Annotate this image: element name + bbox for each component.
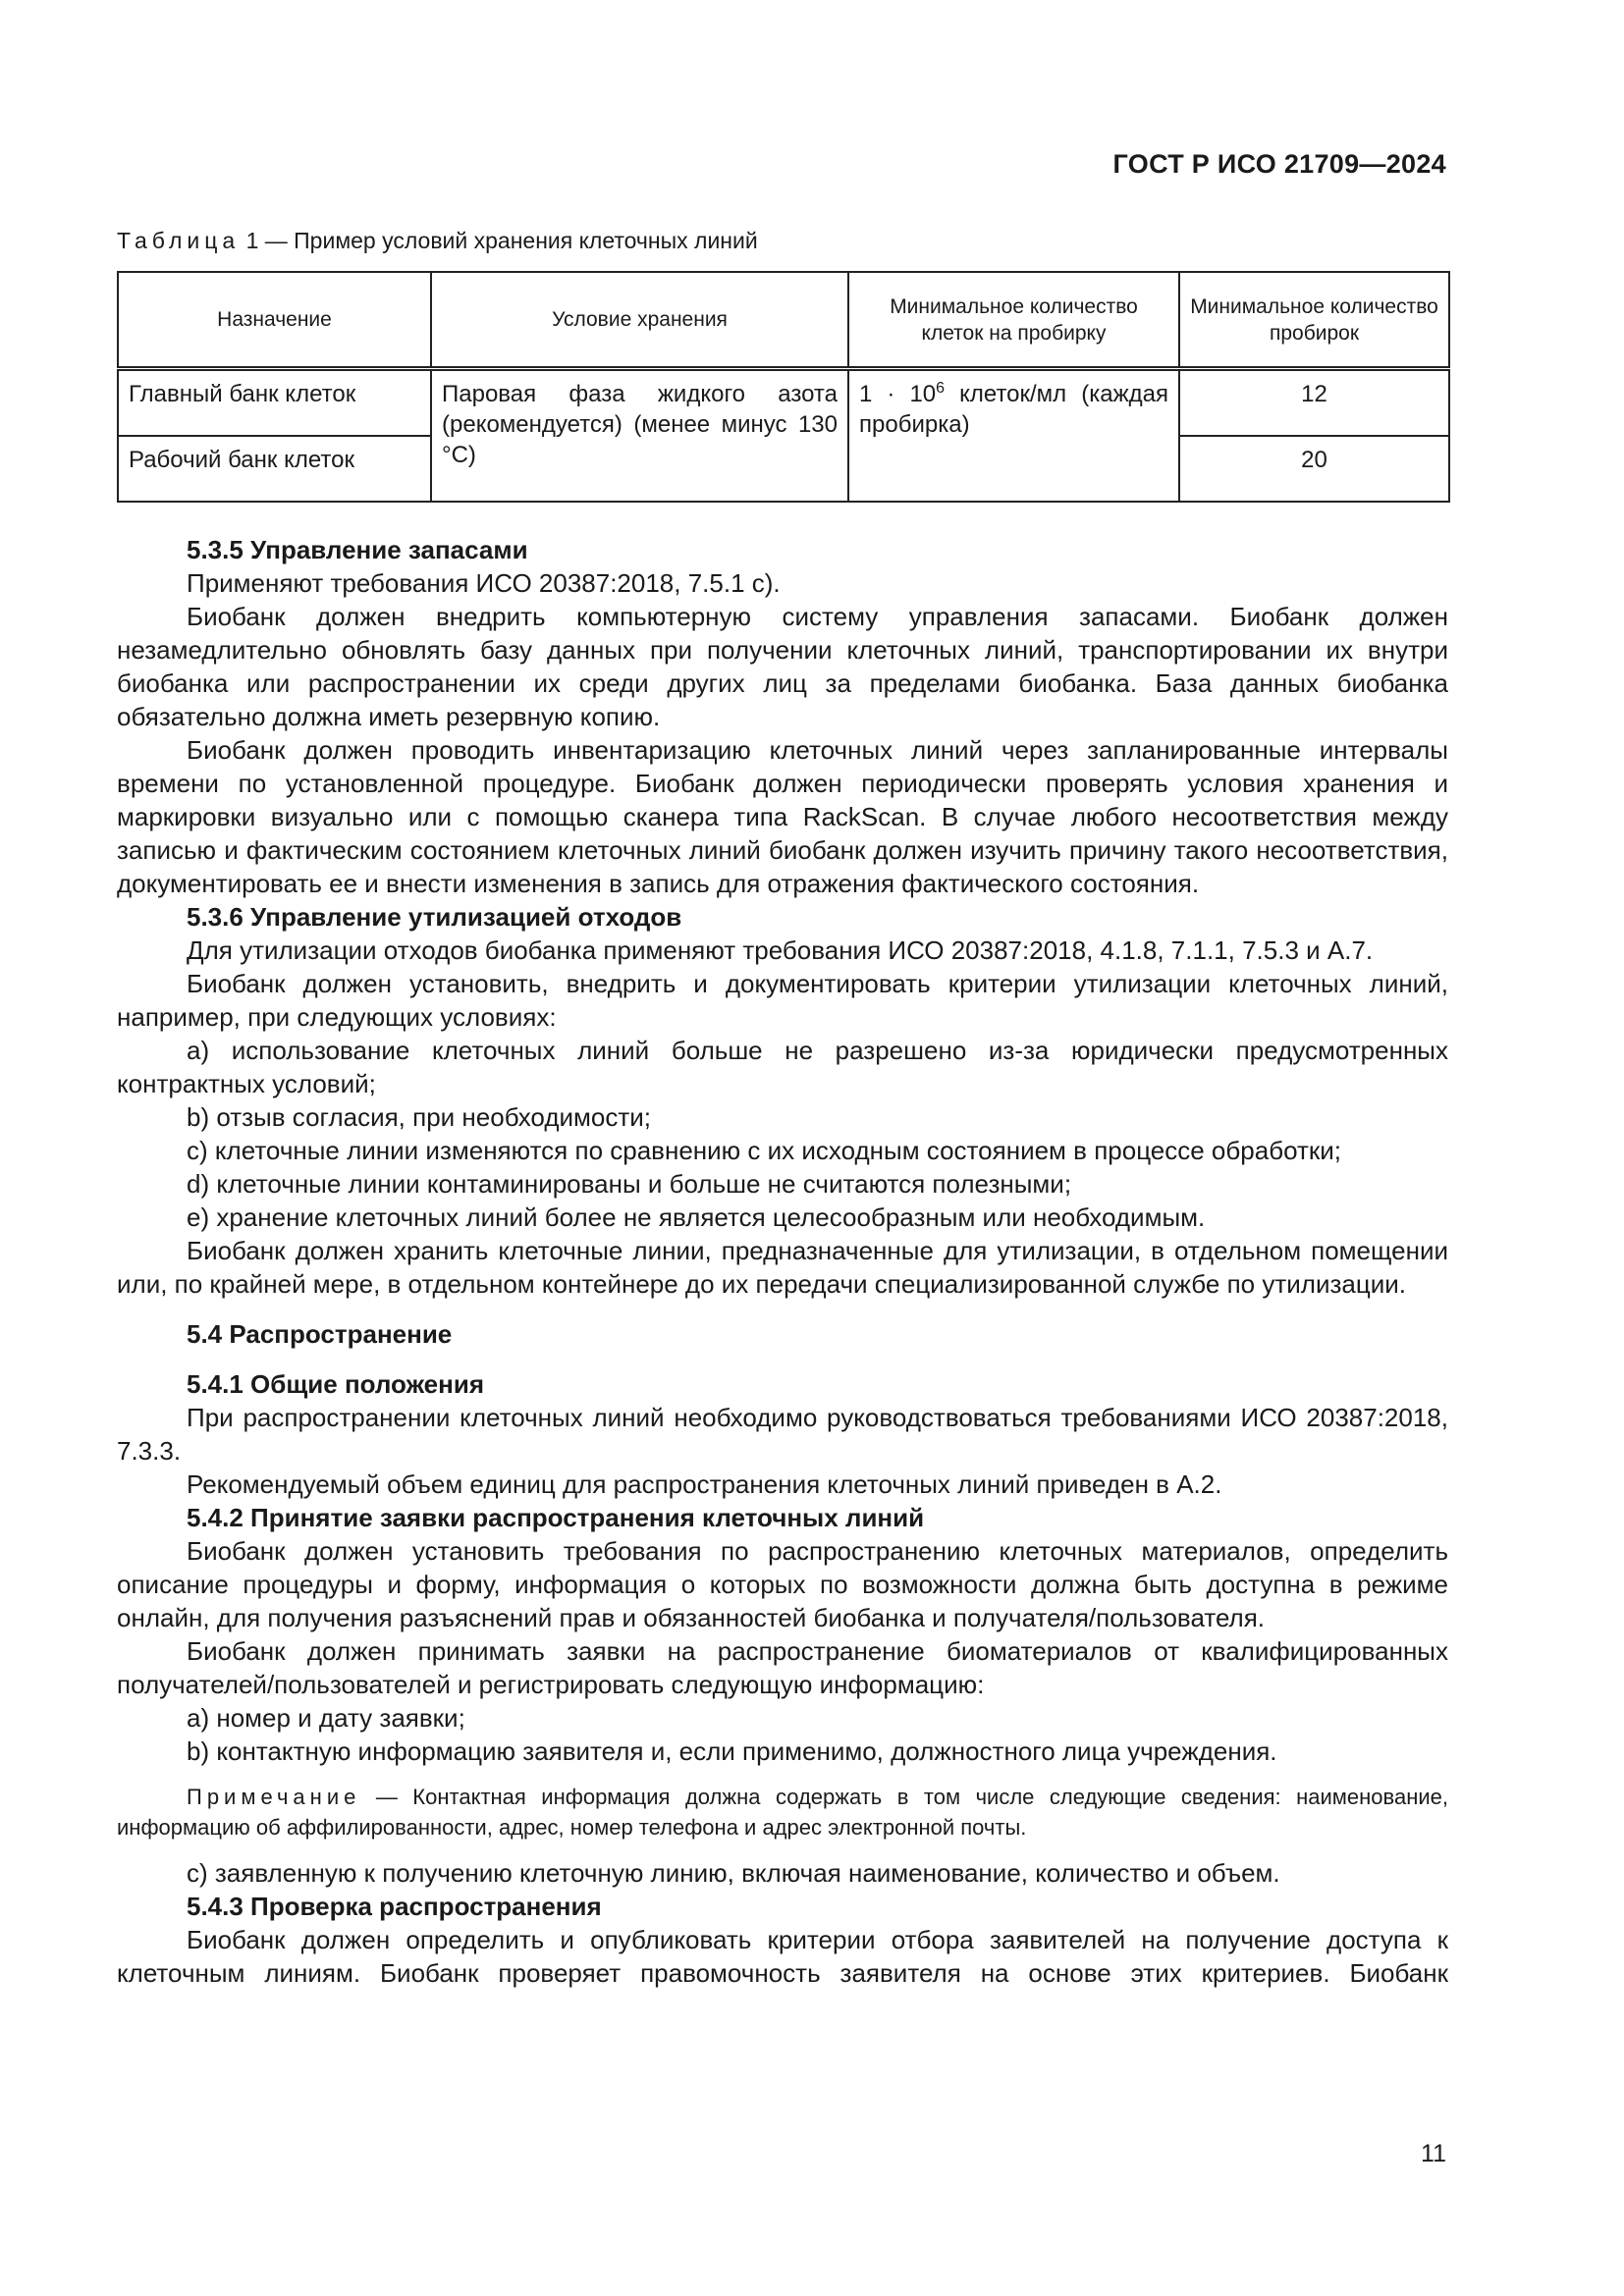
paragraph: Рекомендуемый объем единиц для распространения клеточных линий приведен в А.2. (187, 1469, 1222, 1499)
table-header-cell: Условие хранения (431, 272, 848, 369)
paragraph: При распространении клеточных линий необходимо руководствоваться требованиями ИСО 20387:2018, 7.3.3. (117, 1403, 1448, 1466)
table-cell-count: 20 (1179, 436, 1449, 502)
table-caption-text: 1 — Пример условий хранения клеточных линий (240, 228, 758, 253)
table-cell-purpose: Рабочий банк клеток (118, 436, 431, 502)
list-item: e) хранение клеточных линий более не является целесообразным или необходимым. (187, 1202, 1206, 1232)
table-header-cell: Минимальное количество пробирок (1179, 272, 1449, 369)
document-header: ГОСТ Р ИСО 21709—2024 (1112, 149, 1446, 179)
table-cell-cells-per-tube (848, 369, 1179, 503)
section-heading-5-4: 5.4 Распространение (187, 1319, 453, 1349)
table-caption (117, 228, 758, 254)
cells-rest: клеток/мл (каждая пробирка) (859, 381, 1169, 438)
list-item: a) использование клеточных линий больше не разрешено из-за юридически предусмотренных контрактных условий; (117, 1036, 1448, 1098)
list-item: b) контактную информацию заявителя и, если применимо, должностного лица учреждения. (187, 1736, 1277, 1766)
table-header-cell: Назначение (118, 272, 431, 369)
note (117, 1782, 1448, 1842)
section-heading-5-4-3: 5.4.3 Проверка распространения (187, 1892, 602, 1921)
page-number: 11 (1421, 2140, 1446, 2167)
table-header-row (118, 272, 1449, 369)
table-row (118, 369, 1449, 437)
list-item: a) номер и дату заявки; (187, 1703, 465, 1733)
list-item: b) отзыв согласия, при необходимости; (187, 1102, 652, 1132)
cells-exponent: 6 (936, 380, 946, 397)
paragraph: Для утилизации отходов биобанка применяют требования ИСО 20387:2018, 4.1.8, 7.1.1, 7.5.3 и А.7. (187, 935, 1374, 965)
table-caption-label: Таблица (117, 228, 241, 253)
paragraph: Биобанк должен внедрить компьютерную систему управления запасами. Биобанк должен незамедлительно обновлять базу данных при получении клеточных линий, транспортировании их внутри биобанка или распространении их среди других лиц за пределами биобанка. База данных биобанка обязательно должна иметь резервную копию. (117, 602, 1448, 731)
table-cell-condition: Паровая фаза жидкого азота (рекомендуется) (менее минус 130 °С) (431, 369, 848, 503)
list-item: c) заявленную к получению клеточную линию, включая наименование, количество и объем. (187, 1858, 1280, 1888)
paragraph: Биобанк должен определить и опубликовать критерии отбора заявителей на получение доступа к клеточным линиям. Биобанк проверяет правомочность заявителя на основе этих критериев. Биобанк (117, 1925, 1448, 1988)
section-heading-5-4-2: 5.4.2 Принятие заявки распространения клеточных линий (187, 1503, 925, 1532)
paragraph: Биобанк должен установить требования по распространению клеточных материалов, определить описание процедуры и форму, информация о которых по возможности должна быть доступна в режиме онлайн, для получения разъяснений прав и обязанностей биобанка и получателя/пользователя. (117, 1536, 1448, 1632)
list-item: c) клеточные линии изменяются по сравнению с их исходным состоянием в процессе обработки; (187, 1136, 1342, 1165)
paragraph: Биобанк должен принимать заявки на распространение биоматериалов от квалифицированных получателей/пользователей и регистрировать следующую информацию: (117, 1636, 1448, 1699)
section-heading-5-3-5: 5.3.5 Управление запасами (187, 535, 528, 564)
table-cell-count: 12 (1179, 369, 1449, 437)
note-text: — Контактная информация должна содержать в том числе следующие сведения: наименование, информацию об аффилированности, адрес, номер телефона и адрес электронной почты. (117, 1785, 1448, 1840)
table-header-cell: Минимальное количество клеток на пробирку (848, 272, 1179, 369)
paragraph: Применяют требования ИСО 20387:2018, 7.5.1 с). (187, 568, 781, 598)
document-body (117, 533, 1448, 1990)
table-cell-purpose: Главный банк клеток (118, 369, 431, 437)
list-item: d) клеточные линии контаминированы и больше не считаются полезными; (187, 1169, 1072, 1199)
cells-base: 1 · 10 (859, 381, 937, 407)
section-heading-5-4-1: 5.4.1 Общие положения (187, 1369, 484, 1399)
storage-conditions-table (117, 271, 1450, 503)
paragraph: Биобанк должен хранить клеточные линии, предназначенные для утилизации, в отдельном помещении или, по крайней мере, в отдельном контейнере до их передачи специализированной службе по утилизации. (117, 1236, 1448, 1299)
paragraph: Биобанк должен установить, внедрить и документировать критерии утилизации клеточных линий, например, при следующих условиях: (117, 969, 1448, 1032)
note-label: Примечание (187, 1785, 361, 1809)
paragraph: Биобанк должен проводить инвентаризацию клеточных линий через запланированные интервалы времени по установленной процедуре. Биобанк должен периодически проверять условия хранения и маркировки визуально или с помощью сканера типа RackScan. В случае любого несоответствия между записью и фактическим состоянием клеточных линий биобанк должен изучить причину такого несоответствия, документировать ее и внести изменения в запись для отражения фактического состояния. (117, 735, 1448, 898)
section-heading-5-3-6: 5.3.6 Управление утилизацией отходов (187, 902, 682, 932)
